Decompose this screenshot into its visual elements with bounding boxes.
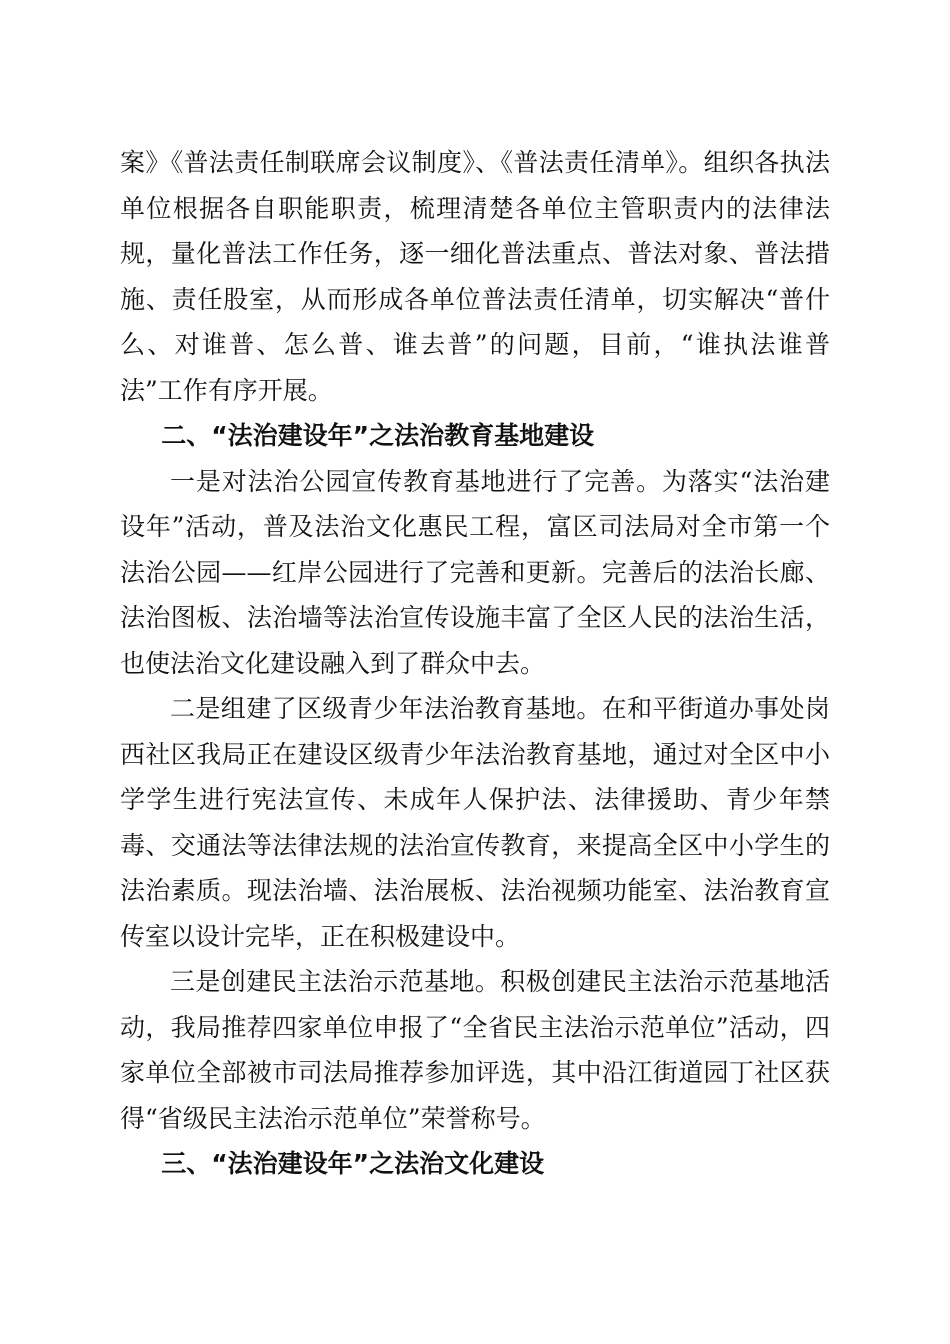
paragraph-park-base <box>120 459 830 687</box>
paragraph-text: 在和平街道办事处岗西社区我局正在建设区级青少年法治教育基地，通过对全区中小学学生进行宪法宣传、未成年人保护法、法律援助、青少年禁毒、交通法等法律法规的法治宣传教育，来提高全区中小学生的法治素质。现法治墙、法治展板、法治视频功能室、法治教育宣传室以设计完毕，正在积极建设中。 <box>120 694 830 951</box>
paragraph-democracy-base <box>120 959 830 1141</box>
section-heading-3: 三、“法治建设年”之法治文化建设 <box>161 1149 545 1178</box>
paragraph-youth-base <box>120 686 830 959</box>
paragraph-lead: 二是组建了区级青少年法治教育基地。 <box>170 694 602 723</box>
paragraph-text: 为落实“法治建设年”活动，普及法治文化惠民工程，富区司法局对全市第一个法治公园——红岸公园进行了完善和更新。完善后的法治长廊、法治图板、法治墙等法治宣传设施丰富了全区人民的法治生活，也使法治文化建设融入到了群众中去。 <box>120 466 830 678</box>
section-heading-2: 二、“法治建设年”之法治教育基地建设 <box>161 421 595 450</box>
paragraph-text: 案》《普法责任制联席会议制度》、《普法责任清单》。组织各执法单位根据各自职能职责，梳理清楚各单位主管职责内的法律法规，量化普法工作任务，逐一细化普法重点、普法对象、普法措施、责任股室，从而形成各单位普法责任清单，切实解决“普什么、对谁普、怎么普、谁去普”的问题，目前，“谁执法谁普法”工作有序开展。 <box>120 148 830 405</box>
paragraph-lead: 三是创建民主法治示范基地。 <box>170 967 501 996</box>
paragraph-continuation <box>120 140 830 413</box>
document-body <box>120 140 830 1187</box>
paragraph-text: 积极创建民主法治示范基地活动，我局推荐四家单位申报了“全省民主法治示范单位”活动，四家单位全部被市司法局推荐参加评选，其中沿江街道园丁社区获得“省级民主法治示范单位”荣誉称号。 <box>120 967 830 1133</box>
paragraph-lead: 一是对法治公园宣传教育基地进行了完善。 <box>170 466 662 496</box>
